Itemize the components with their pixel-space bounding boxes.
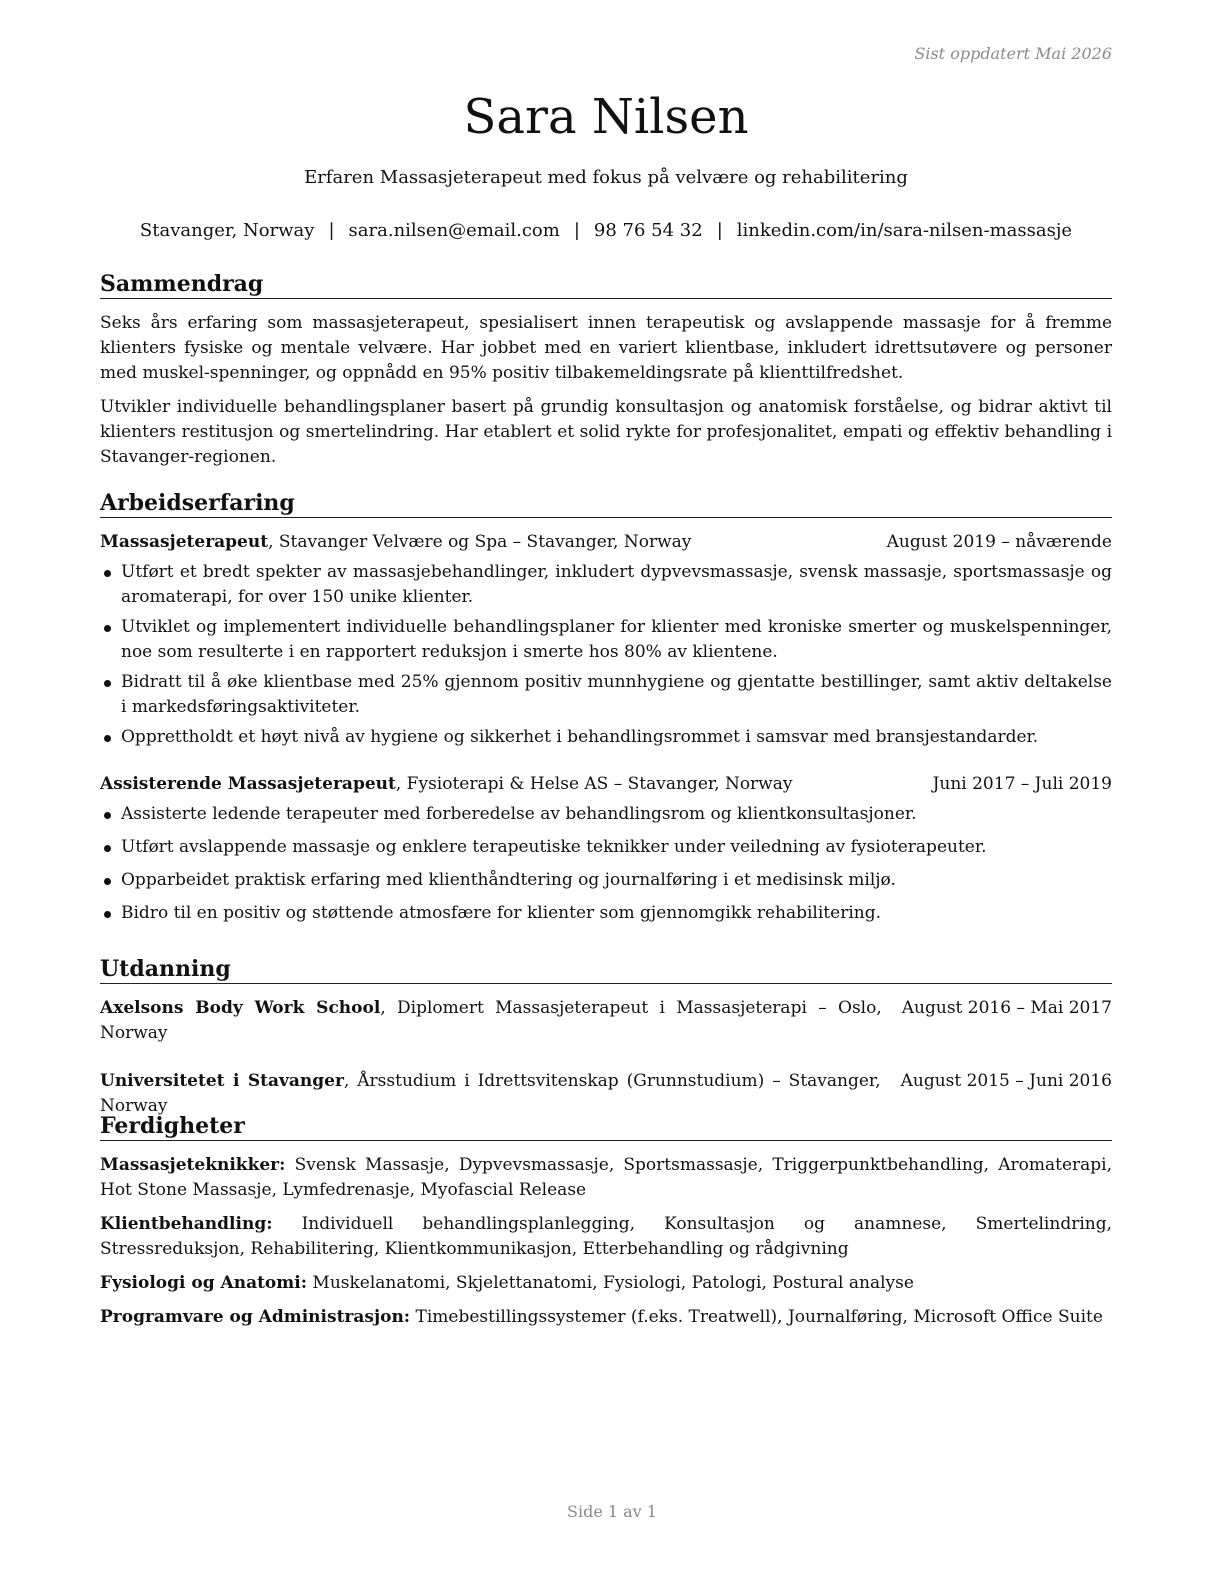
contact-separator: | xyxy=(716,220,723,241)
contact-email[interactable]: sara.nilsen@email.com xyxy=(348,220,560,241)
summary-paragraph: Seks års erfaring som massasjeterapeut, spesialisert innen terapeutisk og avslappende massasje for å fremme klienters fysiske og mentale velvære. Har jobbet med en variert klientbase, inkludert idrettsutøvere og personer med muskel-spenninger, og oppnådd en 95% positiv tilbakemeldingsrate på klienttilfredshet. xyxy=(100,313,1112,383)
job-bullets xyxy=(100,802,1112,926)
job-role: Assisterende Massasjeterapeut xyxy=(100,774,396,794)
bullet-dot-icon xyxy=(104,845,111,852)
bullet-dot-icon xyxy=(104,625,111,632)
contact-separator: | xyxy=(573,220,580,241)
section-title-skills: Ferdigheter xyxy=(100,1112,1112,1141)
contact-separator: | xyxy=(328,220,335,241)
job-bullet xyxy=(100,802,1112,827)
job-entry xyxy=(100,530,1112,750)
skills-section xyxy=(100,1112,1112,1339)
job-bullet xyxy=(100,835,1112,860)
contact-line xyxy=(100,220,1112,241)
skill-row xyxy=(100,1212,1112,1262)
job-bullet xyxy=(100,901,1112,926)
summary-paragraph: Utvikler individuelle behandlingsplaner basert på grundig konsultasjon og anatomisk forståelse, og bidrar aktivt til klienters restitusjon og smertelindring. Har etablert et solid rykte for profesjonalitet, empati og effektiv behandling i Stavanger-regionen. xyxy=(100,397,1112,467)
skill-value: Individuell behandlingsplanlegging, Konsultasjon og anamnese, Smertelindring, Stressreduksjon, Rehabilitering, Klientkommunikasjon, Etterbehandling og rådgivning xyxy=(100,1214,1113,1259)
bullet-text: Opprettholdt et høyt nivå av hygiene og sikkerhet i behandlingsrommet i samsvar med bransjestandarder. xyxy=(121,727,1039,747)
contact-linkedin[interactable]: linkedin.com/in/sara-nilsen-massasje xyxy=(736,220,1073,241)
job-bullet xyxy=(100,615,1112,665)
tagline: Erfaren Massasjeterapeut med fokus på velvære og rehabilitering xyxy=(304,167,908,188)
bullet-text: Assisterte ledende terapeuter med forberedelse av behandlingsrom og klientkonsultasjoner. xyxy=(121,804,917,824)
experience-section xyxy=(100,489,1112,934)
education-entry xyxy=(100,996,1112,1046)
education-dates: August 2016 – Mai 2017 xyxy=(901,998,1112,1018)
bullet-text: Bidratt til å øke klientbase med 25% gjennom positiv munnhygiene og gjentatte bestillinger, samt aktiv deltakelse i markedsføringsaktiviteter. xyxy=(121,672,1112,717)
bullet-text: Utviklet og implementert individuelle behandlingsplaner for klienter med kroniske smerter og muskelspenninger, noe som resulterte i en rapportert reduksjon i smerte hos 80% av klientene. xyxy=(121,617,1112,662)
skill-label: Klientbehandling: xyxy=(100,1214,273,1234)
bullet-dot-icon xyxy=(104,680,111,687)
bullet-dot-icon xyxy=(104,735,111,742)
job-bullet xyxy=(100,670,1112,720)
last-updated: Sist oppdatert Mai 2026 xyxy=(914,44,1112,63)
skill-row xyxy=(100,1271,1112,1296)
bullet-text: Utført et bredt spekter av massasjebehandlinger, inkludert dypvevsmassasje, svensk massasje, sportsmassasje og aromaterapi, for over 150 unike klienter. xyxy=(121,562,1112,607)
job-bullet xyxy=(100,560,1112,610)
bullet-text: Opparbeidet praktisk erfaring med klienthåndtering og journalføring i et medisinsk miljø. xyxy=(121,870,896,890)
job-dates: Juni 2017 – Juli 2019 xyxy=(932,774,1112,794)
job-bullets xyxy=(100,560,1112,750)
section-title-education: Utdanning xyxy=(100,955,1112,984)
job-header xyxy=(100,772,1112,797)
bullet-dot-icon xyxy=(104,878,111,885)
contact-location: Stavanger, Norway xyxy=(139,220,315,241)
job-dates: August 2019 – nåværende xyxy=(886,532,1112,552)
skill-label: Massasjeteknikker: xyxy=(100,1155,286,1175)
job-bullet xyxy=(100,868,1112,893)
skill-label: Programvare og Administrasjon: xyxy=(100,1307,411,1327)
skill-label: Fysiologi og Anatomi: xyxy=(100,1273,307,1293)
section-title-summary: Sammendrag xyxy=(100,270,1112,299)
section-title-experience: Arbeidserfaring xyxy=(100,489,1112,518)
page-number: Side 1 av 1 xyxy=(567,1502,657,1521)
job-employer: , Fysioterapi & Helse AS – Stavanger, Norway xyxy=(395,774,793,794)
job-header xyxy=(100,530,1112,555)
contact-phone: 98 76 54 32 xyxy=(593,220,703,241)
education-detail: , Årsstudium i Idrettsvitenskap (Grunnstudium) – Stavanger, Norway xyxy=(100,1071,881,1116)
job-role: Massasjeterapeut xyxy=(100,532,269,552)
bullet-dot-icon xyxy=(104,812,111,819)
bullet-dot-icon xyxy=(104,911,111,918)
bullet-dot-icon xyxy=(104,570,111,577)
skill-value: Muskelanatomi, Skjelettanatomi, Fysiologi, Patologi, Postural analyse xyxy=(312,1273,914,1293)
education-school: Axelsons Body Work School xyxy=(100,998,381,1018)
bullet-text: Bidro til en positiv og støttende atmosfære for klienter som gjennomgikk rehabilitering. xyxy=(121,903,881,923)
skill-value: Svensk Massasje, Dypvevsmassasje, Sportsmassasje, Triggerpunktbehandling, Aromaterapi, Hot Stone Massasje, Lymfedrenasje, Myofascial Release xyxy=(100,1155,1113,1200)
education-detail: , Diplomert Massasjeterapeut i Massasjeterapi – Oslo, Norway xyxy=(100,998,882,1043)
skill-value: Timebestillingssystemer (f.eks. Treatwell), Journalføring, Microsoft Office Suite xyxy=(415,1307,1103,1327)
job-employer: , Stavanger Velvære og Spa – Stavanger, Norway xyxy=(268,532,692,552)
skill-row xyxy=(100,1305,1112,1330)
bullet-text: Utført avslappende massasje og enklere terapeutiske teknikker under veiledning av fysioterapeuter. xyxy=(121,837,987,857)
education-dates: August 2015 – Juni 2016 xyxy=(900,1071,1112,1091)
job-entry xyxy=(100,772,1112,926)
job-bullet xyxy=(100,725,1112,750)
candidate-name: Sara Nilsen xyxy=(463,89,749,145)
education-school: Universitetet i Stavanger xyxy=(100,1071,344,1091)
summary-section xyxy=(100,270,1112,479)
skill-row xyxy=(100,1153,1112,1203)
